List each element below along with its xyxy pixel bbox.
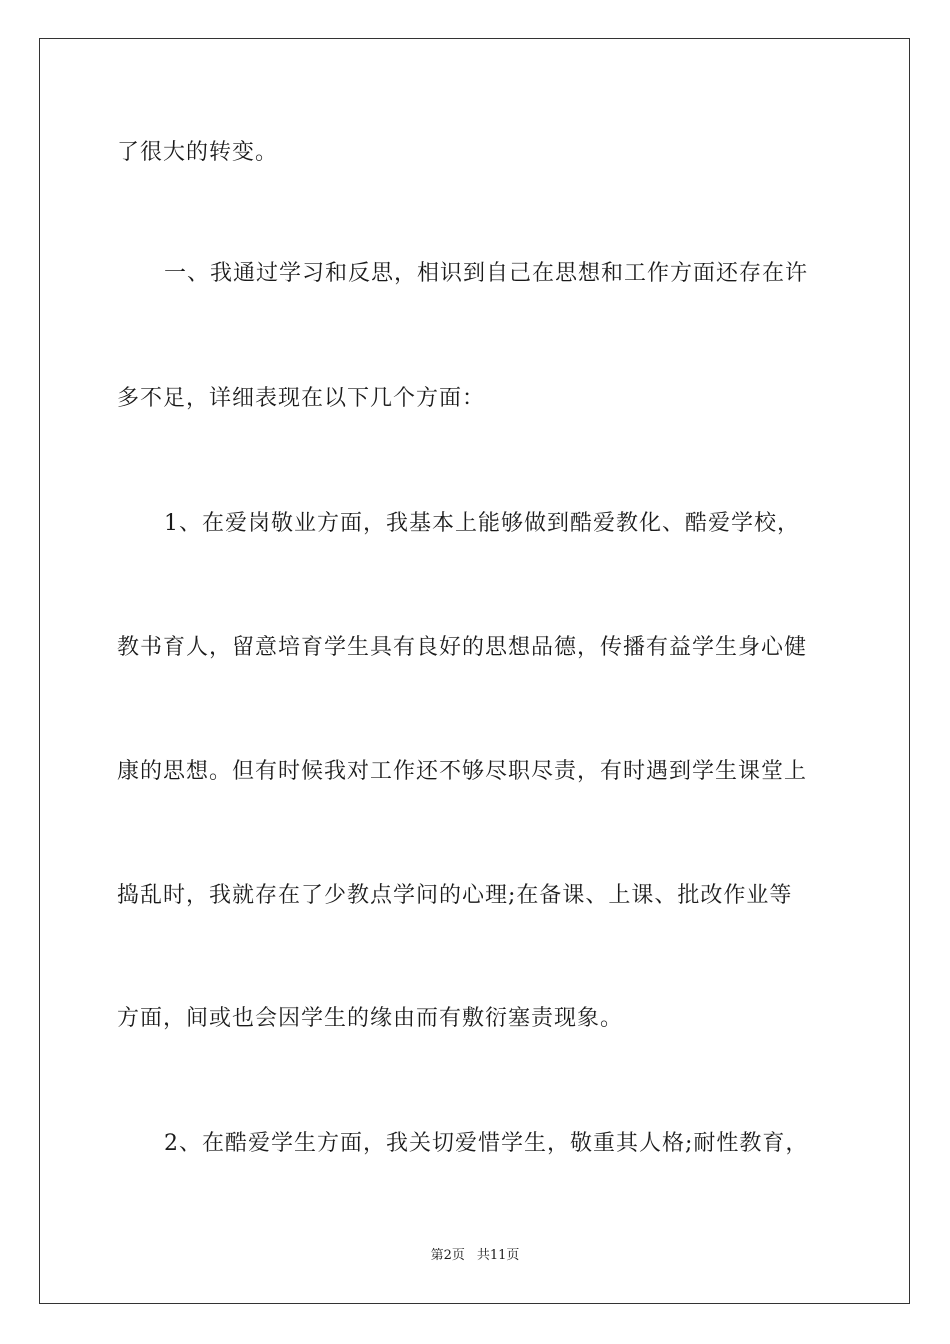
text-line-8: 方面，间或也会因学生的缘由而有敷衍塞责现象。 [117, 1006, 624, 1031]
page-frame [39, 38, 910, 1304]
text-line-4: 1、在爱岗敬业方面，我基本上能够做到酷爱教化、酷爱学校， [164, 511, 800, 536]
page-number: 第2页 [430, 1248, 465, 1263]
text-line-7: 捣乱时，我就存在了少教点学问的心理;在备课、上课、批改作业等 [117, 883, 793, 908]
text-line-6: 康的思想。但有时候我对工作还不够尽职尽责，有时遇到学生课堂上 [117, 759, 808, 784]
text-line-1: 了很大的转变。 [117, 140, 279, 165]
text-line-9: 2、在酷爱学生方面，我关切爱惜学生，敬重其人格;耐性教育， [164, 1131, 809, 1156]
text-line-5: 教书育人，留意培育学生具有良好的思想品德，传播有益学生身心健 [117, 635, 808, 660]
text-line-2: 一、我通过学习和反思，相识到自己在思想和工作方面还存在许 [164, 261, 809, 286]
page-total: 共11页 [476, 1248, 520, 1263]
text-line-3: 多不足，详细表现在以下几个方面： [117, 386, 486, 411]
page-footer [0, 1247, 950, 1265]
